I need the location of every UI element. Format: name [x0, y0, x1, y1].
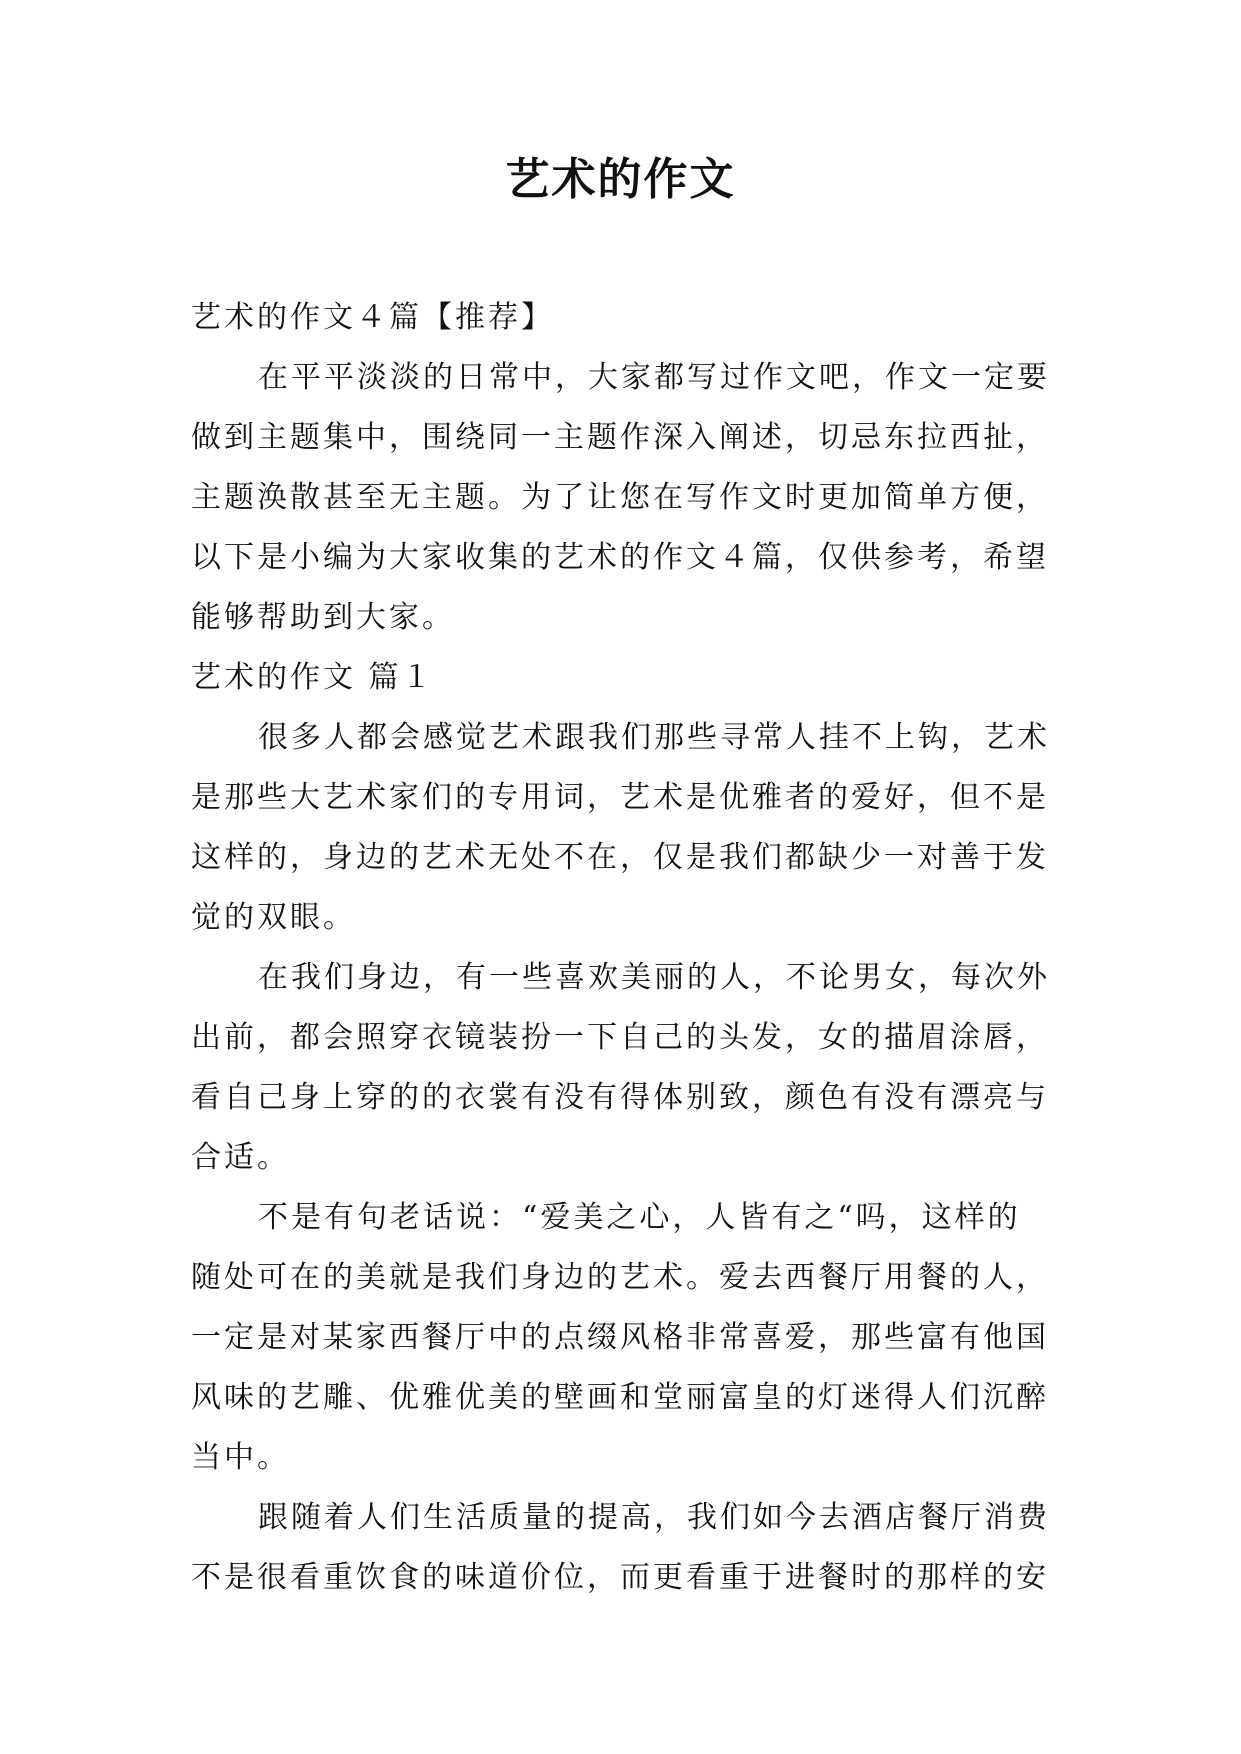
text-line: 随处可在的美就是我们身边的艺术。爱去西餐厅用餐的人，	[191, 1260, 1049, 1295]
text-line: 能够帮助到大家。	[191, 600, 455, 635]
text-line: 主题涣散甚至无主题。为了让您在写作文时更加简单方便，	[191, 480, 1049, 515]
text-line: 风味的艺雕、优雅优美的壁画和堂丽富皇的灯迷得人们沉醉	[191, 1380, 1049, 1415]
text-line: 一定是对某家西餐厅中的点缀风格非常喜爱，那些富有他国	[191, 1320, 1049, 1355]
document-title: 艺术的作文	[505, 154, 736, 205]
paragraph-first-line: 跟随着人们生活质量的提高，我们如今去酒店餐厅消费	[258, 1500, 1050, 1535]
text-line: 看自己身上穿的的衣裳有没有得体别致，颜色有没有漂亮与	[191, 1080, 1049, 1115]
text-line: 以下是小编为大家收集的艺术的作文４篇，仅供参考，希望	[191, 540, 1049, 575]
text-line: 当中。	[191, 1440, 290, 1475]
text-line: 出前，都会照穿衣镜装扮一下自己的头发，女的描眉涂唇，	[191, 1020, 1049, 1055]
text-line: 做到主题集中，围绕同一主题作深入阐述，切忌东拉西扯，	[191, 420, 1049, 455]
text-line: 不是很看重饮食的味道价位，而更看重于进餐时的那样的安	[191, 1560, 1049, 1595]
paragraph-first-line: 在平平淡淡的日常中，大家都写过作文吧，作文一定要	[258, 360, 1050, 395]
text-line: 这样的，身边的艺术无处不在，仅是我们都缺少一对善于发	[191, 840, 1049, 875]
paragraph-first-line: 不是有句老话说：“爱美之心，人皆有之“吗，这样的	[258, 1200, 1021, 1235]
text-line: 觉的双眼。	[191, 900, 356, 935]
text-line: 是那些大艺术家们的专用词，艺术是优雅者的爱好，但不是	[191, 780, 1049, 815]
paragraph-first-line: 在我们身边，有一些喜欢美丽的人，不论男女，每次外	[258, 960, 1050, 995]
document-body	[191, 288, 1081, 1608]
text-line: 合适。	[191, 1140, 290, 1175]
paragraph-first-line: 很多人都会感觉艺术跟我们那些寻常人挂不上钩，艺术	[258, 720, 1050, 755]
text-line: 艺术的作文 篇１	[191, 660, 435, 695]
text-line: 艺术的作文４篇【推荐】	[191, 300, 554, 335]
